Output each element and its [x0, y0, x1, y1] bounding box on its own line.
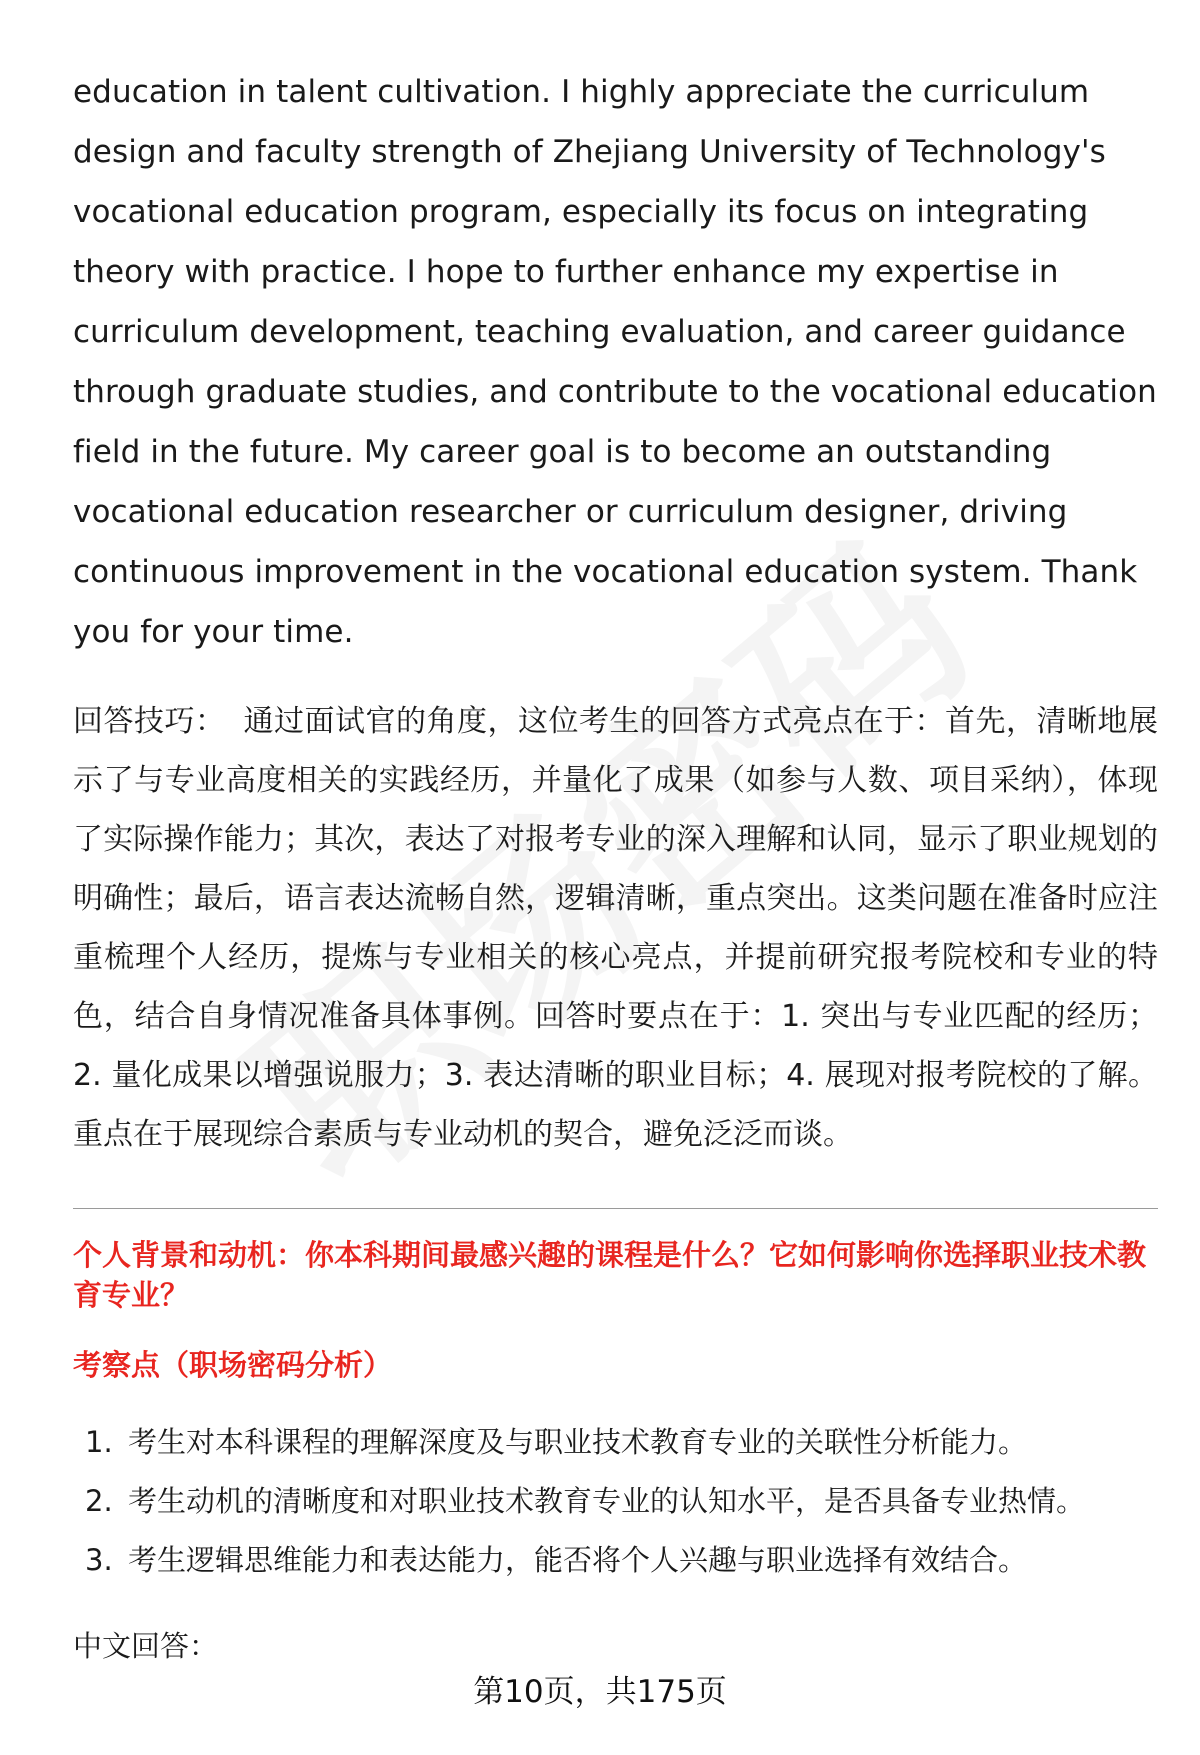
list-item: [73, 1472, 1158, 1531]
tips-text: 通过面试官的角度，这位考生的回答方式亮点在于：首先，清晰地展示了与专业高度相关的实践经历，并量化了成果（如参与人数、项目采纳），体现了实际操作能力；其次，表达了对报考专业的深入理解和认同，显示了职业规划的明确性；最后，语言表达流畅自然，逻辑清晰，重点突出。这类问题在准备时应注重梳理个人经历，提炼与专业相关的核心亮点，并提前研究报考院校和专业的特色，结合自身情况准备具体事例。回答时要点在于：1. 突出与专业匹配的经历；2. 量化成果以增强说服力；3. 表达清晰的职业目标；4. 展现对报考院校的了解。重点在于展现综合素质与专业动机的契合，避免泛泛而谈。: [73, 704, 1158, 1152]
question-heading: 个人背景和动机：你本科期间最感兴趣的课程是什么？它如何影响你选择职业技术教育专业？: [73, 1238, 1147, 1312]
list-item-text: 考生对本科课程的理解深度及与职业技术教育专业的关联性分析能力。: [128, 1425, 1028, 1459]
page-footer: 第10页，共175页: [473, 1674, 727, 1710]
list-item-text: 考生逻辑思维能力和表达能力，能否将个人兴趣与职业选择有效结合。: [128, 1543, 1028, 1577]
list-item: [73, 1413, 1158, 1472]
analysis-title: 考察点（职场密码分析）: [73, 1348, 393, 1382]
analysis-points-list: [73, 1413, 1158, 1590]
tips-label: 回答技巧：: [73, 704, 226, 739]
answer-label: 中文回答：: [73, 1629, 219, 1663]
list-item-number: 3.: [85, 1543, 113, 1577]
tips-paragraph: [73, 692, 1158, 1164]
list-item-number: 2.: [85, 1484, 113, 1518]
document-page: [73, 62, 1158, 1666]
list-item-number: 1.: [85, 1425, 113, 1459]
list-item: [73, 1531, 1158, 1590]
intro-paragraph: education in talent cultivation. I highly appreciate the curriculum design and faculty strength of Zhejiang University of Technology's vocational education program, especially its focus on integrating theory with practice. I hope to further enhance my expertise in curriculum development, teaching evaluation, and career guidance through graduate studies, and contribute to the vocational education field in the future. My career goal is to become an outstanding vocational education researcher or curriculum designer, driving continuous improvement in the vocational education system. Thank you for your time.: [73, 74, 1157, 650]
list-item-text: 考生动机的清晰度和对职业技术教育专业的认知水平，是否具备专业热情。: [128, 1484, 1086, 1518]
section-divider: [73, 1208, 1158, 1209]
